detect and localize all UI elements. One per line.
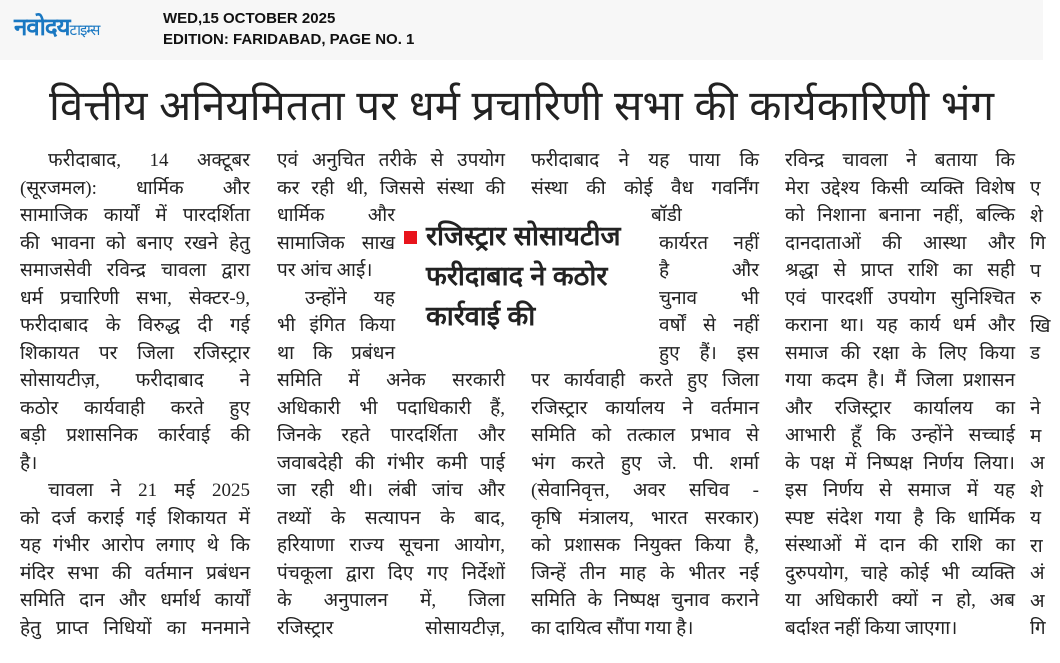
text-line: (सेवानिवृत्त, अवर सचिव - [531, 480, 759, 501]
text-line: है। [20, 452, 38, 474]
text-line: कृषि मंत्रालय, भारत सरकार) [531, 507, 759, 529]
text-line: हेतु प्राप्त निधियों का मनमाने [20, 617, 250, 639]
text-line: समिति में अनेक सरकारी [277, 370, 505, 391]
text-line: के अनुपालन में, जिला [277, 590, 505, 611]
text-line: है और [659, 260, 759, 281]
text-line: रविन्द्र चावला ने बताया कि [785, 150, 1015, 171]
text-line: समिति को तत्काल प्रभाव से [531, 425, 759, 446]
edition: EDITION: FARIDABAD, PAGE NO. 1 [163, 31, 415, 48]
text-line: फरीदाबाद, 14 अक्टूबर [48, 150, 250, 171]
text-line: दानदाताओं की आस्था और [785, 232, 1015, 254]
text-line: बॉडी [651, 205, 682, 226]
text-line: अधिकारी भी पदाधिकारी हैं, [277, 397, 505, 419]
masthead-bar [0, 0, 1043, 60]
text-line: संस्थाओं में दान की राशि का [785, 535, 1015, 556]
text-line: तथ्यों के सत्यापन के बाद, [277, 507, 505, 529]
text-line: भंग करते हुए जे. पी. शर्मा [531, 452, 759, 474]
edition-info [163, 8, 414, 50]
text-line: रजिस्ट्रार कार्यालय ने वर्तमान [531, 397, 759, 419]
text-line: समिति दान और धर्मार्थ कार्यों [20, 590, 250, 611]
text-line: सामाजिक साख [277, 232, 395, 254]
text-line: चुनाव भी [659, 287, 759, 309]
text-line: को प्रशासक नियुक्त किया है, [531, 535, 759, 556]
text-line: यह गंभीर आरोप लगाए थे कि [20, 535, 250, 556]
text-line [1030, 120, 1060, 148]
text-line: के पक्ष में निष्पक्ष निर्णय लिया। [785, 452, 1015, 474]
text-line: अ [1030, 453, 1045, 474]
text-line: था कि प्रबंधन [277, 342, 395, 364]
text-line: का दायित्व सौंपा गया है। [531, 617, 694, 639]
text-line: गया कदम है। मैं जिला प्रशासन [785, 370, 1015, 391]
text-line: पर आंच आई। [277, 260, 373, 281]
text-line: प [1030, 260, 1041, 282]
text-line: जा रही थी। लंबी जांच और [277, 480, 505, 501]
subheading-line: फरीदाबाद ने कठोर [426, 261, 608, 291]
subheading-box [400, 216, 650, 338]
text-line: को निशाना बनाना नहीं, बल्कि [785, 205, 1015, 226]
text-line: आभारी हूँ कि उन्होंने सच्चाई [785, 425, 1015, 446]
text-line: दुरुपयोग, चाहे कोई भी व्यक्ति [785, 562, 1015, 584]
text-line: गि [1030, 618, 1046, 639]
text-line: फरीदाबाद ने यह पाया कि [531, 150, 759, 171]
text-line: (सूरजमल): धार्मिक और [20, 177, 250, 199]
text-line: जिनके रहते पारदर्शिता और [277, 425, 505, 446]
text-line: वर्षों से नहीं [659, 315, 759, 336]
text-line: को दर्ज कराई गई शिकायत में [20, 507, 250, 529]
text-line: पंचकूला द्वारा दिए गए निर्देशों [277, 562, 505, 584]
text-line: खि [1030, 315, 1051, 337]
text-line: पर कार्यवाही करते हुए जिला [531, 370, 759, 391]
text-line: जवाबदेही की गंभीर कमी पाई [277, 452, 505, 474]
text-line: एवं अनुचित तरीके से उपयोग [277, 150, 505, 171]
column-1 [20, 147, 250, 642]
text-line: इस निर्णय से समाज में यह [785, 480, 1015, 501]
text-line: जिन्हें तीन माह के भीतर नई [531, 562, 759, 584]
text-line: समिति के निष्पक्ष चुनाव कराने [531, 590, 759, 611]
text-line: चावला ने 21 मई 2025 [48, 480, 250, 501]
text-line: ने [1030, 398, 1041, 419]
text-line: कराना था। यह कार्य धर्म और [785, 315, 1015, 336]
text-line: शे [1030, 480, 1043, 502]
column-5-cut [1030, 120, 1060, 643]
text-line: बड़ी प्रशासनिक कार्रवाई की [20, 425, 250, 446]
text-line [1030, 148, 1060, 176]
text-line: हरियाणा राज्य सूचना आयोग, [277, 535, 505, 556]
text-line: अं [1030, 563, 1045, 584]
text-line: बर्दाश्त नहीं किया जाएगा। [785, 617, 958, 639]
text-line: सामाजिक कार्यों में पारदर्शिता [20, 205, 250, 226]
text-line: धार्मिक और [277, 205, 395, 226]
date: WED,15 OCTOBER 2025 [163, 10, 336, 27]
text-line: फरीदाबाद के विरुद्ध दी गई [20, 315, 250, 336]
text-line: म [1030, 425, 1042, 447]
text-line: श्रद्धा से प्राप्त राशि का सही [785, 260, 1015, 281]
red-square-bullet [404, 231, 417, 244]
text-line: रा [1030, 535, 1043, 557]
column-4 [785, 147, 1015, 642]
text-line: मंदिर सभा की वर्तमान प्रबंधन [20, 562, 250, 584]
text-line: हुए हैं। इस [659, 342, 759, 364]
text-line: कर रही थी, जिससे संस्था की [277, 177, 505, 199]
text-line: या अधिकारी क्यों न हो, अब [785, 590, 1015, 611]
text-line: सोसायटीज़, फरीदाबाद ने [20, 370, 250, 391]
text-line: अ [1030, 590, 1045, 612]
text-line: धर्म प्रचारिणी सभा, सेक्टर-9, [20, 287, 250, 309]
text-line: समाजसेवी रविन्द्र चावला द्वारा [20, 260, 250, 281]
logo-sub: टाइम्स [69, 22, 100, 39]
text-line: गि [1030, 233, 1046, 254]
text-line: मेरा उद्देश्य किसी व्यक्ति विशेष [785, 177, 1015, 199]
subheading-line: रजिस्ट्रार सोसायटीज [426, 221, 621, 251]
text-line: रु [1030, 288, 1042, 309]
text-line: कार्यरत नहीं [659, 232, 759, 254]
text-line: समाज की रक्षा के लिए किया [785, 342, 1015, 364]
logo-main: नवोदय [14, 14, 70, 41]
text-line: कठोर कार्यवाही करते हुए [20, 397, 250, 419]
text-line: शे [1030, 205, 1043, 227]
text-line: उन्होंने यह [305, 287, 395, 309]
newspaper-logo [14, 10, 99, 43]
text-line: संस्था की कोई वैध गवर्निंग [531, 177, 759, 199]
text-line: ड [1030, 343, 1041, 364]
text-line: रजिस्ट्रार सोसायटीज़, [277, 617, 505, 639]
text-line: ए [1030, 178, 1041, 199]
text-line: एवं पारदर्शी उपयोग सुनिश्चित [785, 287, 1015, 309]
headline: वित्तीय अनियमितता पर धर्म प्रचारिणी सभा की कार्यकारिणी भंग [49, 82, 994, 129]
text-line: और रजिस्ट्रार कार्यालय का [785, 397, 1015, 419]
text-line [1030, 368, 1060, 396]
text-line: भी इंगित किया [277, 315, 395, 336]
text-line: य [1030, 508, 1042, 529]
text-line: शिकायत पर जिला रजिस्ट्रार [20, 342, 250, 364]
subheading-line: कार्रवाई की [426, 301, 536, 331]
text-line: की भावना को बनाए रखने हेतु [20, 232, 250, 254]
text-line: स्पष्ट संदेश गया है कि धार्मिक [785, 507, 1015, 529]
